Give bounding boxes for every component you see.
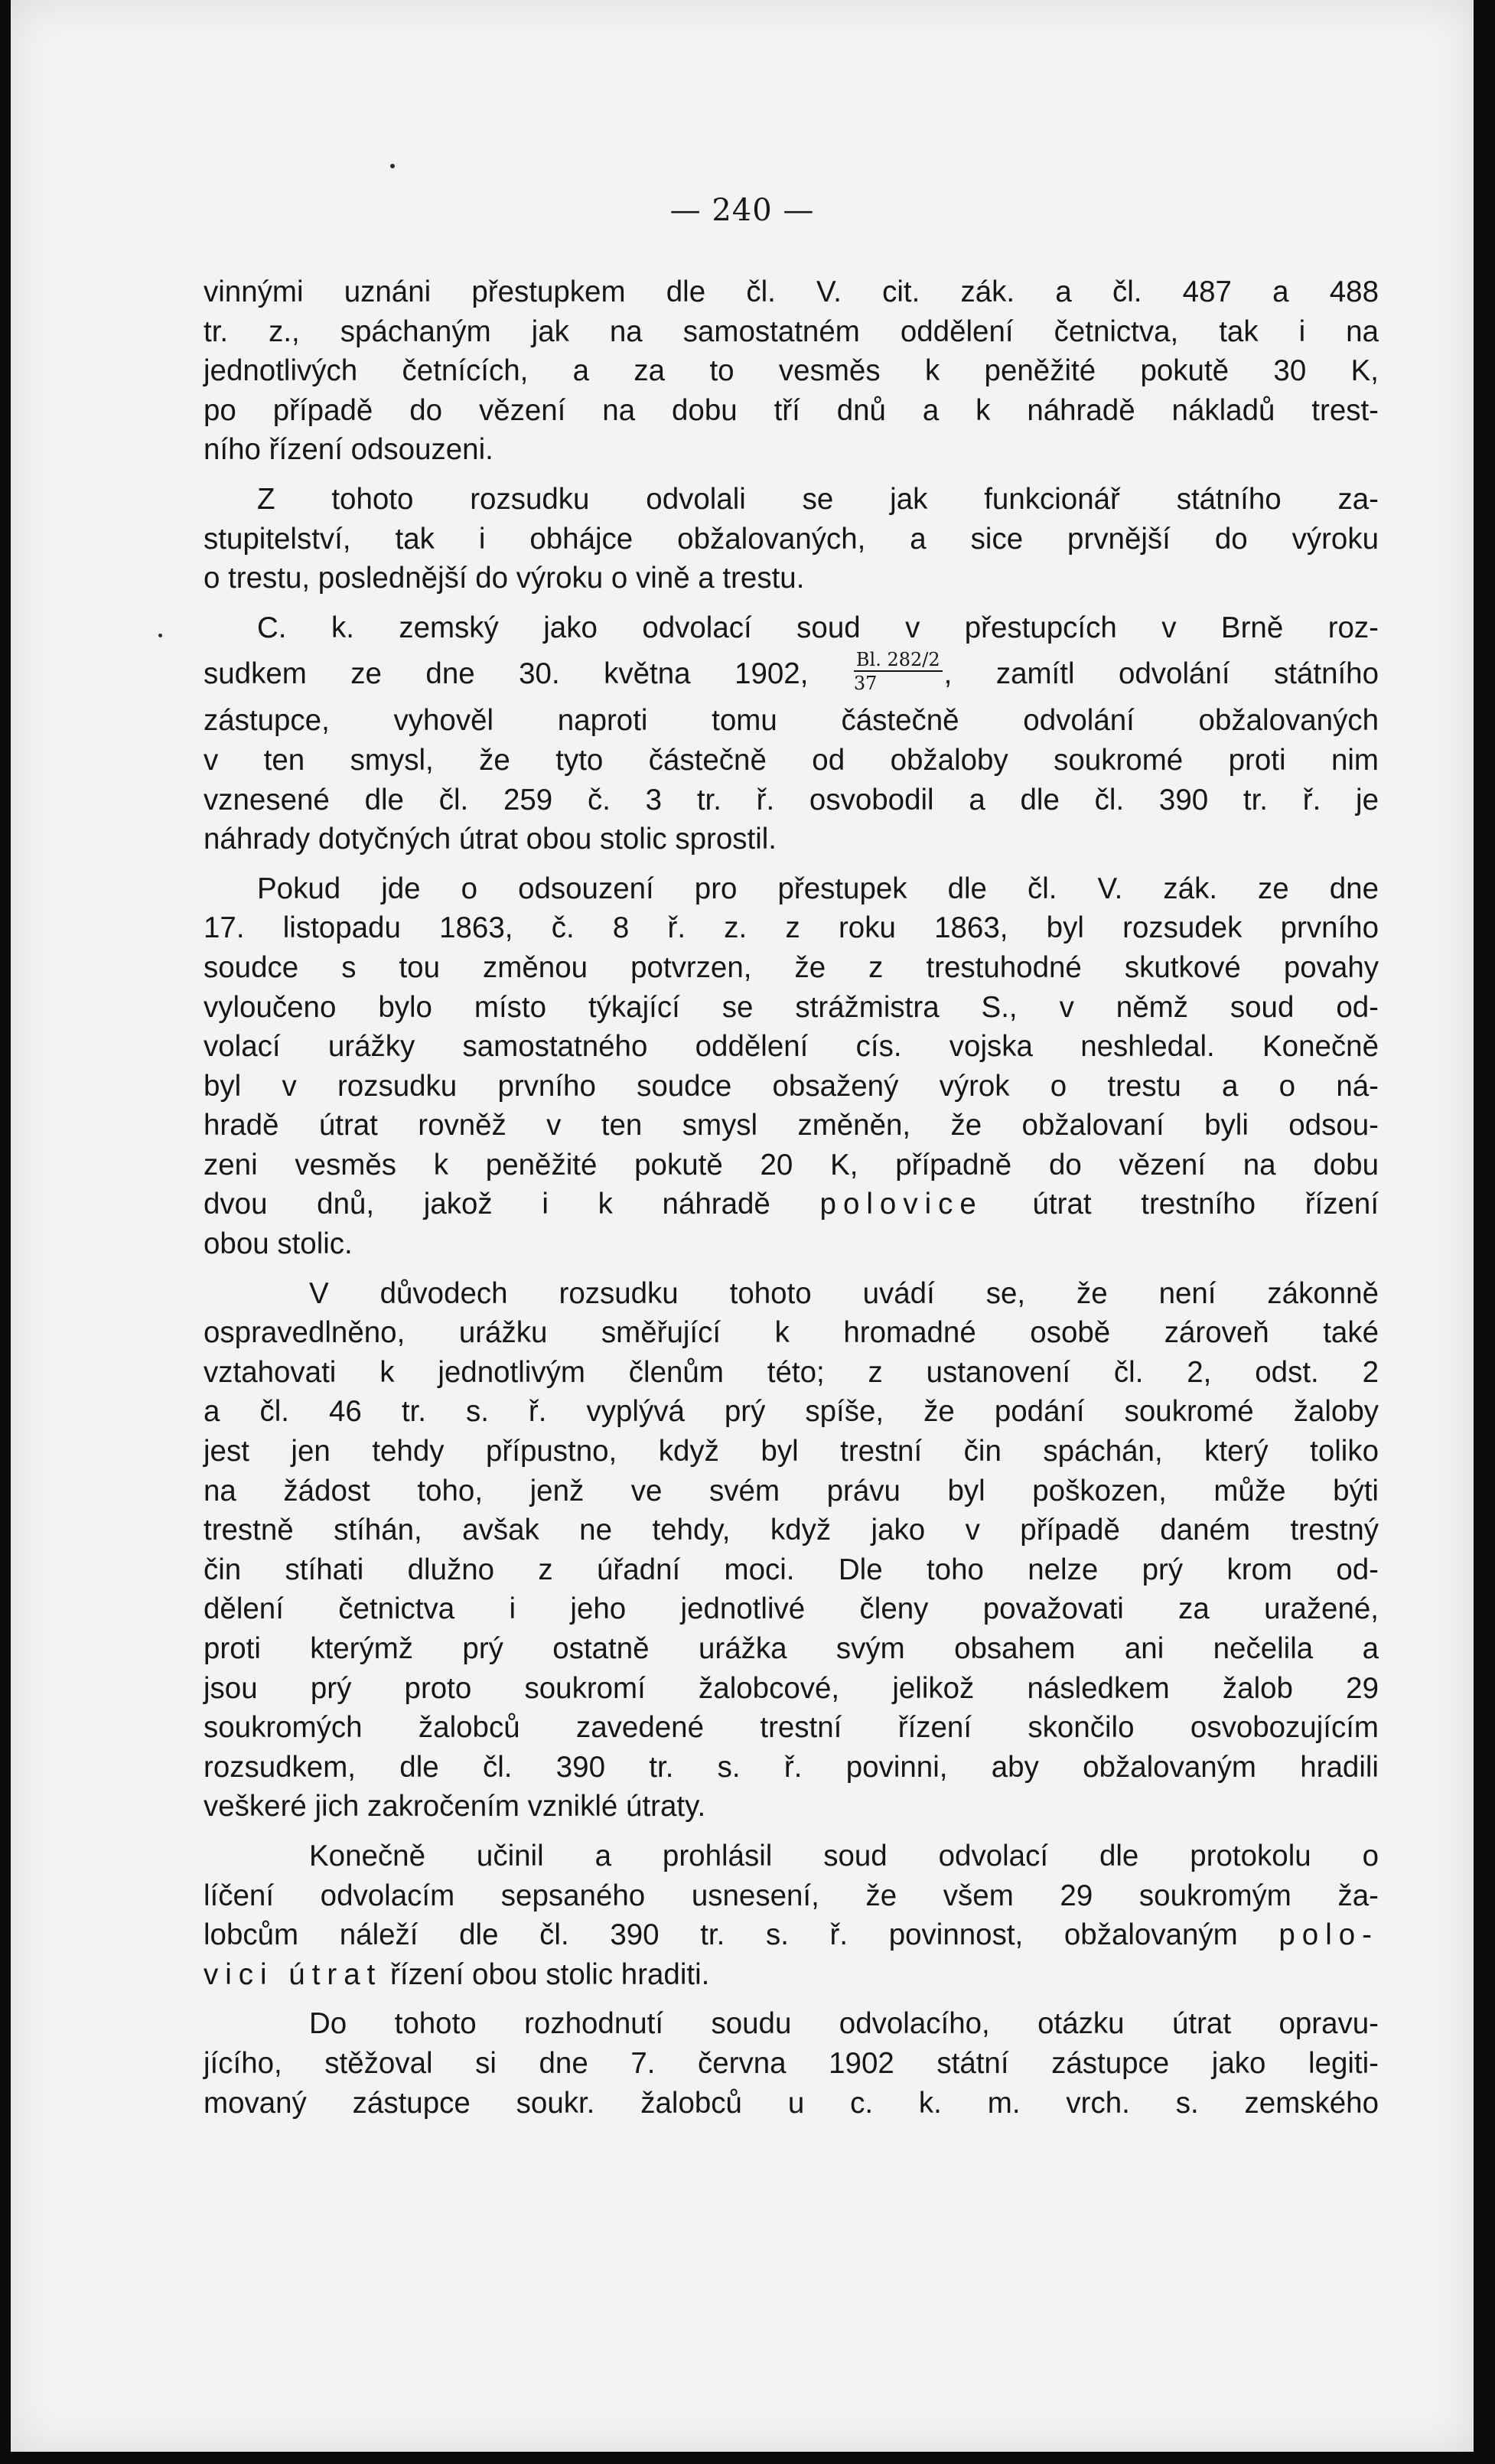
- text-line: o trestu, poslednější do výroku o vině a trestu.: [204, 562, 805, 595]
- text-line: vztahovati k jednotlivým členům této; z ustanovení čl. 2, odst. 2: [204, 1355, 1379, 1389]
- text-line: vyloučeno bylo místo týkající se strážmistra S., v němž soud od-: [204, 990, 1379, 1024]
- text-line: jednotlivých četnících, a za to vesměs k peněžité pokutě 30 K,: [204, 354, 1379, 388]
- text-line: vznesené dle čl. 259 č. 3 tr. ř. osvobodil a dle čl. 390 tr. ř. je: [204, 783, 1379, 816]
- text-line: čin stíhati dlužno z úřadní moci. Dle toho nelze prý krom od-: [204, 1553, 1379, 1586]
- paragraph: [204, 608, 1379, 859]
- text-line: ního řízení odsouzeni.: [204, 433, 493, 467]
- text-line: rozsudkem, dle čl. 390 tr. s. ř. povinni, aby obžalovaným hradili: [204, 1750, 1379, 1784]
- text-line: V důvodech rozsudku tohoto uvádí se, že není zákonně: [309, 1276, 1379, 1310]
- text-line: zástupce, vyhověl naproti tomu částečně odvolání obžalovaných: [204, 704, 1379, 738]
- emphasized-spaced-word: polo-: [1278, 1918, 1379, 1952]
- paragraph: [204, 2004, 1379, 2123]
- page-number: — 240 —: [669, 193, 815, 228]
- document-page: [11, 0, 1474, 2452]
- text-span: dvou dnů, jakož i k náhradě: [204, 1188, 770, 1221]
- text-line: jícího, stěžoval si dne 7. června 1902 státní zástupce jako legiti-: [204, 2046, 1379, 2080]
- text-line: Do tohoto rozhodnutí soudu odvolacího, otázku útrat opravu-: [309, 2007, 1379, 2041]
- fraction-numerator: Bl. 282/2: [854, 650, 943, 672]
- text-span: útrat trestního řízení: [1032, 1188, 1379, 1221]
- text-line: byl v rozsudku prvního soudce obsažený výrok o trestu a o ná-: [204, 1069, 1379, 1103]
- text-line-with-fraction: [204, 647, 1379, 701]
- text-span: lobcům náleží dle čl. 390 tr. s. ř. povinnost, obžalovaným: [204, 1918, 1238, 1952]
- text-span: řízení obou stolic hraditi.: [390, 1957, 710, 1991]
- text-line: Konečně učinil a prohlásil soud odvolací dle protokolu o: [309, 1839, 1379, 1872]
- text-line: volací urážky samostatného oddělení cís. vojska neshledal. Konečně: [204, 1030, 1379, 1064]
- text-span: , zamítl odvolání státního: [943, 657, 1379, 691]
- text-line: 17. listopadu 1863, č. 8 ř. z. z roku 1863, byl rozsudek prvního: [204, 911, 1379, 945]
- text-line: po případě do vězení na dobu tří dnů a k náhradě nákladů trest-: [204, 393, 1379, 427]
- text-line-spaced: [204, 1915, 1379, 1955]
- text-line: movaný zástupce soukr. žalobců u c. k. m. vrch. s. zemského: [204, 2086, 1379, 2120]
- text-line: soukromých žalobců zavedené trestní řízení skončilo osvobozujícím: [204, 1711, 1379, 1745]
- text-line: obou stolic.: [204, 1227, 353, 1261]
- paragraph: [204, 869, 1379, 1264]
- text-line: v ten smysl, že tyto částečně od obžaloby soukromé proti nim: [204, 743, 1379, 777]
- text-line: a čl. 46 tr. s. ř. vyplývá prý spíše, že podání soukromé žaloby: [204, 1395, 1379, 1429]
- case-number-fraction: [854, 650, 943, 693]
- body-text: [204, 272, 1379, 2123]
- text-line: Z tohoto rozsudku odvolali se jak funkcionář státního za-: [257, 482, 1379, 516]
- speck-mark: [390, 164, 395, 168]
- text-line: dělení četnictva i jeho jednotlivé členy považovati za uražené,: [204, 1592, 1379, 1626]
- text-line: Pokud jde o odsouzení pro přestupek dle čl. V. zák. ze dne: [257, 872, 1379, 905]
- text-line: jest jen tehdy přípustno, když byl trestní čin spáchán, který toliko: [204, 1435, 1379, 1468]
- text-line: soudce s tou změnou potvrzen, že z trestuhodné skutkové povahy: [204, 950, 1379, 984]
- text-line: líčení odvolacím sepsaného usnesení, že všem 29 soukromým ža-: [204, 1879, 1379, 1912]
- text-line-spaced: [204, 1185, 1379, 1224]
- paragraph: [204, 1837, 1379, 1994]
- text-line: na žádost toho, jenž ve svém právu byl poškozen, může býti: [204, 1474, 1379, 1507]
- text-line: vinnými uznáni přestupkem dle čl. V. cit. zák. a čl. 487 a 488: [204, 275, 1379, 308]
- text-line: tr. z., spáchaným jak na samostatném oddělení četnictva, tak i na: [204, 315, 1379, 348]
- paragraph: [204, 272, 1379, 470]
- text-line: trestně stíhán, avšak ne tehdy, když jako v případě daném trestný: [204, 1514, 1379, 1547]
- text-line: ospravedlněno, urážku směřující k hromadné osobě zároveň také: [204, 1316, 1379, 1350]
- text-line: stupitelství, tak i obhájce obžalovaných, a sice prvnější do výroku: [204, 522, 1379, 556]
- text-line: hradě útrat rovněž v ten smysl změněn, že obžalovaní byli odsou-: [204, 1109, 1379, 1142]
- text-line: jsou prý proto soukromí žalobcové, jelikož následkem žalob 29: [204, 1671, 1379, 1705]
- speck-mark: [158, 634, 162, 637]
- text-line: náhrady dotyčných útrat obou stolic sprostil.: [204, 823, 777, 856]
- fraction-denominator: 37: [853, 672, 878, 694]
- emphasized-spaced-word: polovice: [819, 1188, 983, 1221]
- paragraph: [204, 1274, 1379, 1827]
- text-line: proti kterýmž prý ostatně urážka svým obsahem ani nečelila a: [204, 1632, 1379, 1665]
- emphasized-spaced-word: vici útrat: [204, 1957, 383, 1991]
- text-span: sudkem ze dne 30. května 1902,: [204, 657, 809, 691]
- text-line: veškeré jich zakročením vzniklé útraty.: [204, 1790, 706, 1824]
- text-line: C. k. zemský jako odvolací soud v přestupcích v Brně roz-: [257, 611, 1379, 644]
- paragraph: [204, 480, 1379, 598]
- text-line-spaced: [204, 1955, 1379, 1995]
- text-line: zeni vesměs k peněžité pokutě 20 K, případně do vězení na dobu: [204, 1148, 1379, 1181]
